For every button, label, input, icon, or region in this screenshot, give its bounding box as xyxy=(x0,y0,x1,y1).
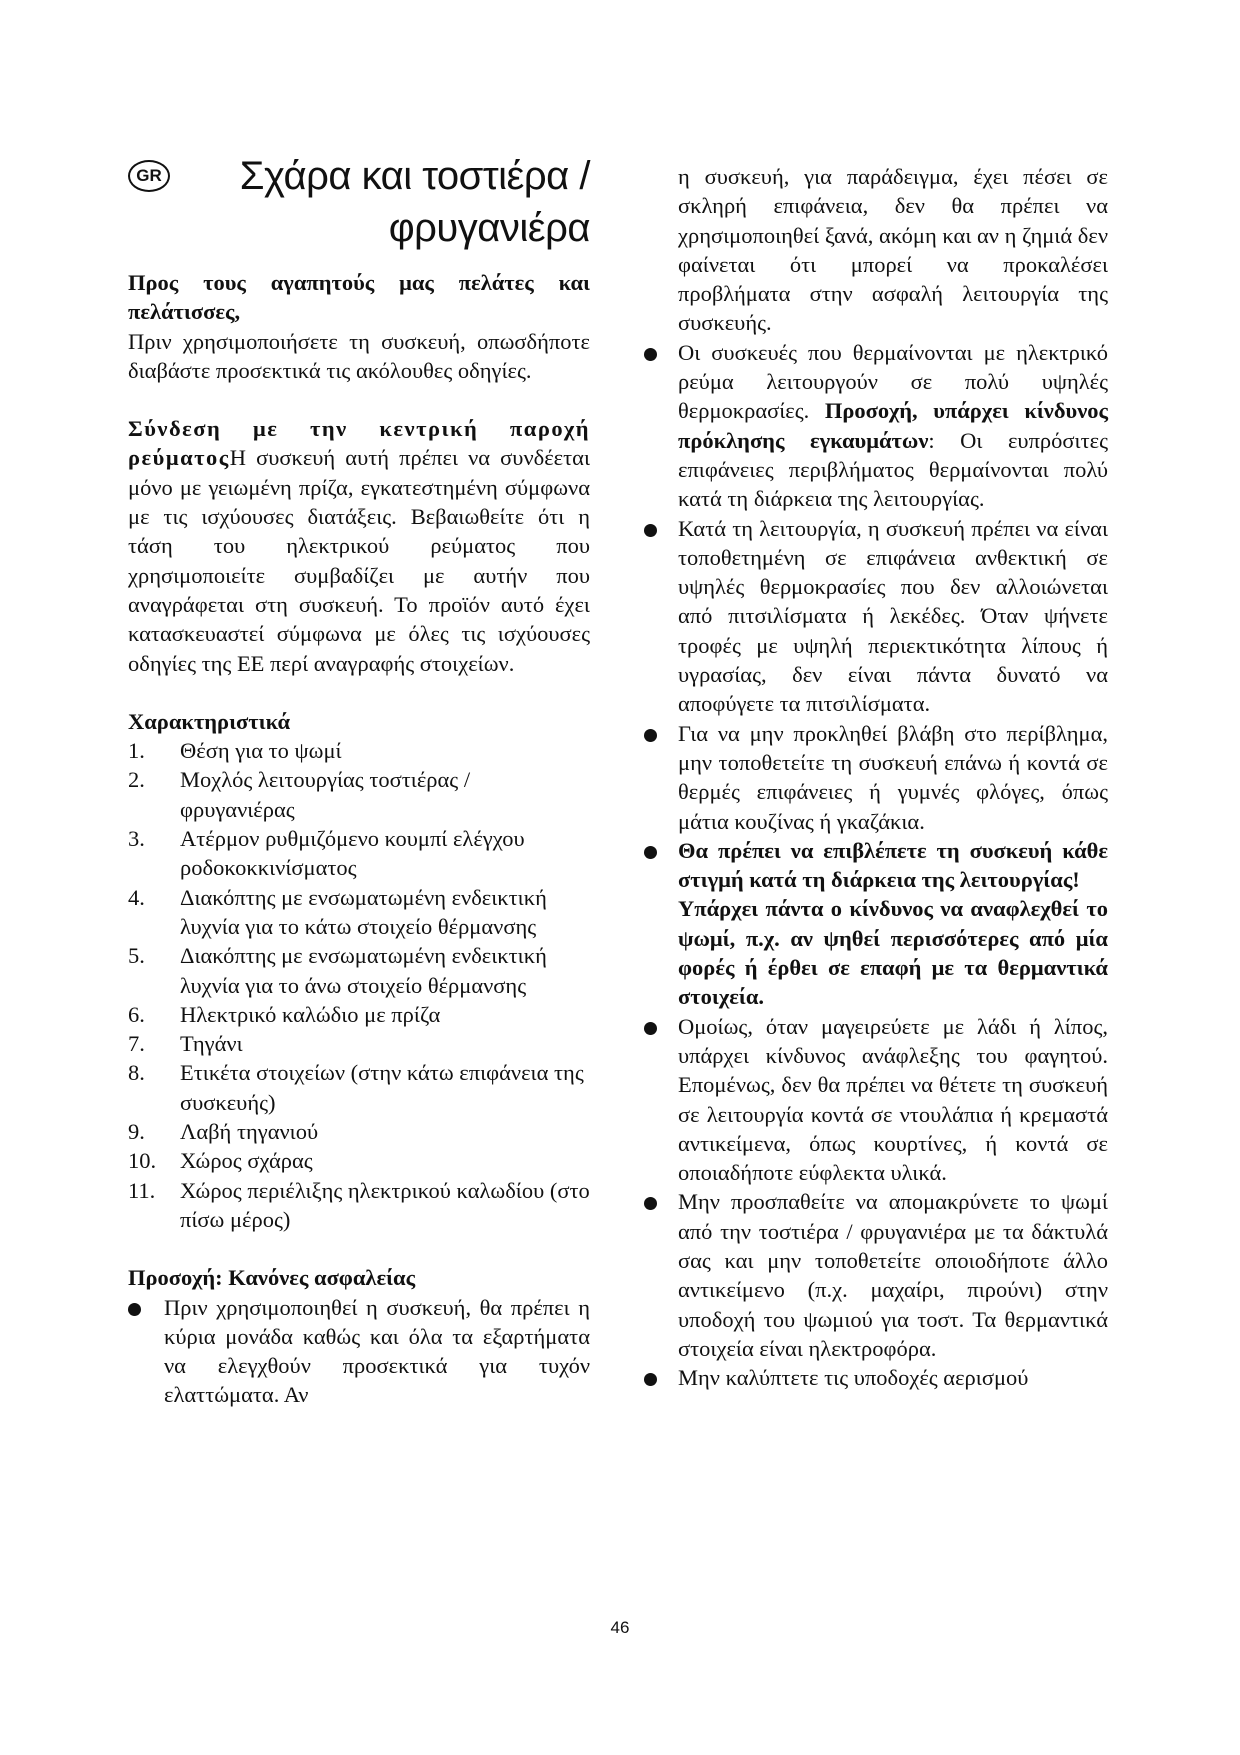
list-item-text: Λαβή τηγανιού xyxy=(180,1119,319,1145)
list-item-number: 3. xyxy=(128,826,145,852)
spacer xyxy=(128,678,590,707)
title-line-2: φρυγανιέρα xyxy=(388,206,590,250)
bullet-icon xyxy=(644,846,657,859)
spacer xyxy=(128,1234,590,1263)
safety-list-left xyxy=(128,1293,590,1410)
list-item-text: Θέση για το ψωμί xyxy=(180,738,342,764)
bullet-text: Πριν χρησιμοποιηθεί η συσκευή, θα πρέπει η κύρια μονάδα καθώς και όλα τα εξαρτήματα να ελεγχθούν προσεκτικά για τυχόν ελαττώματα. Αν xyxy=(164,1294,590,1408)
list-item xyxy=(128,1293,590,1410)
bullet-text: Μην καλύπτετε τις υποδοχές αερισμού xyxy=(678,1365,1029,1391)
list-item-text: Χώρος περιέλιξης ηλεκτρικού καλωδίου (στο πίσω μέρος) xyxy=(180,1177,590,1232)
list-item xyxy=(678,719,1108,836)
list-item-number: 1. xyxy=(128,738,145,764)
list-item xyxy=(678,514,1108,719)
list-item-number: 10. xyxy=(128,1148,157,1174)
bullet-text: : Οι ευπρόσιτες επιφάνειες περιβλήματος θερμαίνονται πολύ κατά τη διάρκεια της λειτουργίας. xyxy=(678,427,1108,512)
bullet-icon xyxy=(644,729,657,742)
bullet-icon xyxy=(128,1303,141,1316)
list-item-text: Μοχλός λειτουργίας τοστιέρας / φρυγανιέρας xyxy=(180,767,471,822)
page-number: 46 xyxy=(610,1618,630,1637)
bullet-bold-text: Θα πρέπει να επιβλέπετε τη συσκευή κάθε στιγμή κατά τη διάρκεια της λειτουργίας! xyxy=(678,837,1108,893)
list-item-text: Ηλεκτρικό καλώδιο με πρίζα xyxy=(180,1001,441,1027)
bullet-text: Κατά τη λειτουργία, η συσκευή πρέπει να είναι τοποθετημένη σε επιφάνεια ανθεκτική σε υψηλές θερμοκρασίες που δεν αλλοιώνεται από πιτσιλίσματα ή λεκέδες. Όταν ψήνετε τροφές με υψηλή περιεκτικότητα λίπους ή υγρασίας, δεν είναι πάντα δυνατό να αποφύγετε τα πιτσιλίσματα. xyxy=(678,515,1108,717)
list-item xyxy=(128,1000,590,1029)
bullet-icon xyxy=(644,524,657,537)
bullet-text: Για να μην προκληθεί βλάβη στο περίβλημα, μην τοποθετείτε τη συσκευή επάνω ή κοντά σε θερμές επιφάνειες ή γυμνές φλόγες, όπως μάτια κουζίνας ή γκαζάκια. xyxy=(678,720,1108,834)
list-item-text: Τηγάνι xyxy=(180,1031,243,1057)
list-item xyxy=(128,736,590,765)
list-item-number: 6. xyxy=(128,1001,145,1027)
list-item xyxy=(128,824,590,883)
bullet-icon xyxy=(644,1022,657,1035)
list-item xyxy=(128,1029,590,1058)
list-item-number: 4. xyxy=(128,884,145,910)
list-item xyxy=(678,1363,1108,1392)
list-item xyxy=(128,941,590,1000)
list-item-number: 8. xyxy=(128,1060,145,1086)
list-item-text: Διακόπτης με ενσωματωμένη ενδεικτική λυχνία για το άνω στοιχείο θέρμανσης xyxy=(180,943,547,998)
list-item xyxy=(128,1058,590,1117)
bullet-icon xyxy=(644,348,657,361)
bullet-icon xyxy=(644,1197,657,1210)
list-item xyxy=(678,1012,1108,1188)
bullet-bold-text: Προσοχή, υπάρχει κίνδυνος πρόκλησης εγκαυμάτων xyxy=(678,398,1108,453)
spacer xyxy=(128,385,590,414)
list-item-text: Διακόπτης με ενσωματωμένη ενδεικτική λυχνία για το κάτω στοιχείο θέρμανσης xyxy=(180,884,547,939)
list-item-text: Ετικέτα στοιχείων (στην κάτω επιφάνεια της συσκευής) xyxy=(180,1060,584,1115)
list-item-number: 2. xyxy=(128,767,145,793)
list-item xyxy=(128,1176,590,1235)
bullet-bold-text: Υπάρχει πάντα ο κίνδυνος να αναφλεχθεί το ψωμί, π.χ. αν ψηθεί περισσότερες από μία φορές ή έρθει σε επαφή με τα θερμαντικά στοιχεία. xyxy=(678,896,1108,1010)
bullet-text: Ομοίως, όταν μαγειρεύετε με λάδι ή λίπος, υπάρχει κίνδυνος ανάφλεξης του φαγητού. Επομένως, δεν θα πρέπει να θέτετε τη συσκευή σε λειτουργία κοντά σε ντουλάπια ή κρεμαστά αντικείμενα, όπως κουρτίνες, ή κοντά σε οποιαδήποτε εύφλεκτα υλικά. xyxy=(678,1013,1108,1186)
list-item xyxy=(128,1146,590,1175)
features-list xyxy=(128,736,590,1234)
list-item xyxy=(128,883,590,942)
connection-heading: Σύνδεση με την κεντρική παροχή ρεύματος xyxy=(128,416,590,471)
safety-continuation: η συσκευή, για παράδειγμα, έχει πέσει σε σκληρή επιφάνεια, δεν θα πρέπει να χρησιμοποιηθεί ξανά, ακόμη και αν η ζημιά δεν φαίνεται ότι μπορεί να προκαλέσει προβλήματα στην ασφαλή λειτουργία της συσκευής. xyxy=(678,164,1108,336)
list-item xyxy=(128,765,590,824)
connection-body: Η συσκευή αυτή πρέπει να συνδέεται μόνο με γειωμένη πρίζα, εγκατεστημένη σύμφωνα με τις ισχύουσες διατάξεις. Βεβαιωθείτε ότι η τάση του ηλεκτρικού ρεύματος που χρησιμοποιείτε συμβαδίζει με αυτήν που αναγράφεται στη συσκευή. Το προϊόν αυτό έχει κατασκευαστεί σύμφωνα με όλες τις ισχύουσες οδηγίες της ΕΕ περί αναγραφής στοιχείων. xyxy=(128,445,590,676)
bullet-text: Μην προσπαθείτε να απομακρύνετε το ψωμί από την τοστιέρα / φρυγανιέρα με τα δάκτυλά σας και μην τοποθετείτε οποιοδήποτε άλλο αντικείμενο (π.χ. μαχαίρι, πιρούνι) στην υποδοχή του ψωμιού για τοστ. Τα θερμαντικά στοιχεία είναι ηλεκτροφόρα. xyxy=(678,1189,1108,1361)
list-item xyxy=(678,836,1108,1012)
list-item xyxy=(678,1187,1108,1363)
page-title xyxy=(200,150,590,254)
right-column xyxy=(678,162,1108,1392)
title-line-1: Σχάρα και τοστιέρα / xyxy=(239,154,590,198)
greeting-body: Πριν χρησιμοποιήσετε τη συσκευή, οπωσδήποτε διαβάστε προσεκτικά τις ακόλουθες οδηγίες. xyxy=(128,328,590,383)
features-heading: Χαρακτηριστικά xyxy=(128,708,291,734)
list-item-text: Ατέρμον ρυθμιζόμενο κουμπί ελέγχου ροδοκοκκινίσματος xyxy=(180,826,525,881)
safety-list-right xyxy=(678,338,1108,1393)
list-item-text: Χώρος σχάρας xyxy=(180,1148,313,1174)
bullet-icon xyxy=(644,1373,657,1386)
greeting-heading: Προς τους αγαπητούς μας πελάτες και πελάτισσες, xyxy=(128,270,590,325)
list-item xyxy=(128,1117,590,1146)
language-badge: GR xyxy=(128,160,170,192)
safety-heading: Προσοχή: Κανόνες ασφαλείας xyxy=(128,1265,416,1291)
bullet-text: Οι συσκευές που θερμαίνονται με ηλεκτρικό ρεύμα λειτουργούν σε πολύ υψηλές θερμοκρασίες. xyxy=(678,339,1108,424)
list-item-number: 7. xyxy=(128,1031,145,1057)
list-item-number: 9. xyxy=(128,1119,145,1145)
connection-paragraph xyxy=(128,414,590,678)
left-column xyxy=(128,268,590,1410)
list-item xyxy=(678,338,1108,514)
list-item-number: 11. xyxy=(128,1177,156,1203)
list-item-number: 5. xyxy=(128,943,145,969)
